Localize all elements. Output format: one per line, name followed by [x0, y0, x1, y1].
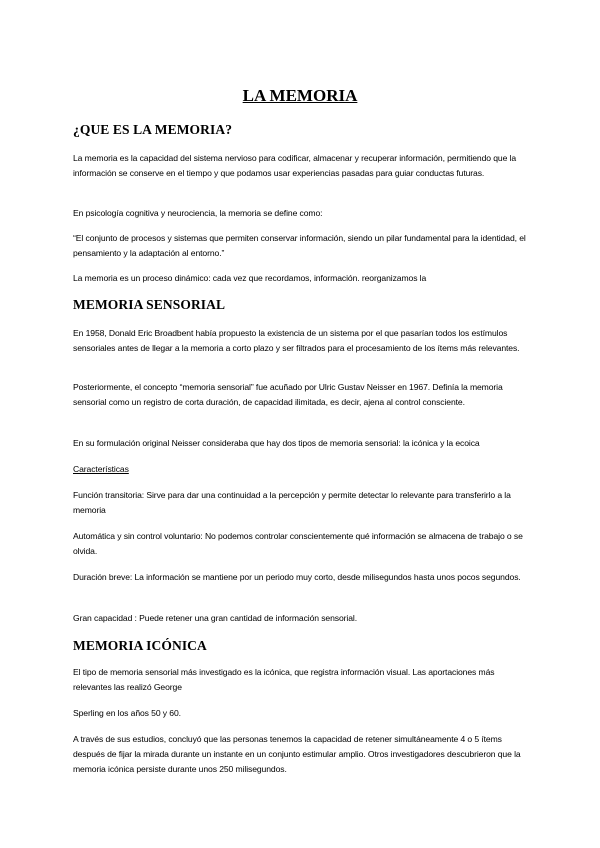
- section-heading-memoria-sensorial: MEMORIA SENSORIAL: [73, 297, 226, 312]
- feature-item: Función transitoria: Sirve para dar una continuidad a la percepción y permite detectar lo relevante para transferirlo a la memoria: [73, 490, 511, 515]
- paragraph: Posteriormente, el concepto “memoria sensorial” fue acuñado por Ulric Gustav Neisser en 1967. Definía la memoria sensorial como un registro de corta duración, de capacidad ilimitada, es decir, ajena al control consciente.: [73, 382, 503, 407]
- feature-item: Automática y sin control voluntario: No podemos controlar conscientemente qué información se almacena de trabajo o se olvida.: [73, 531, 523, 556]
- subheading-caracteristicas: Características: [73, 464, 129, 474]
- feature-item: Duración breve: La información se mantiene por un periodo muy corto, desde milisegundos hasta unos pocos segundos.: [73, 572, 521, 582]
- section-heading-memoria-iconica: MEMORIA ICÓNICA: [73, 638, 207, 653]
- document-title: LA MEMORIA: [242, 86, 358, 105]
- feature-item: Gran capacidad : Puede retener una gran cantidad de información sensorial.: [73, 613, 358, 623]
- paragraph: En psicología cognitiva y neurociencia, la memoria se define como:: [73, 208, 323, 218]
- paragraph: En 1958, Donald Eric Broadbent había propuesto la existencia de un sistema por el que pasarían todos los estímulos sensoriales antes de llegar a la memoria a corto plazo y ser filtrados para el procesamiento de los ítems más relevantes.: [73, 328, 520, 353]
- section-heading-que-es-la-memoria: ¿QUE ES LA MEMORIA?: [73, 122, 233, 137]
- paragraph: El tipo de memoria sensorial más investigado es la icónica, que registra información visual. Las aportaciones más relevantes las realizó George: [73, 667, 495, 692]
- paragraph: La memoria es la capacidad del sistema nervioso para codificar, almacenar y recuperar información, permitiendo que la información se conserve en el tiempo y que podamos usar experiencias pasadas para guiar conductas futuras.: [73, 153, 517, 178]
- paragraph: A través de sus estudios, concluyó que las personas tenemos la capacidad de retener simultáneamente 4 o 5 ítems después de fijar la mirada durante un instante en un conjunto estimular amplio. Otros investigadores descubrieron que la memoria icónica persiste durante unos 250 milisegundos.: [73, 734, 521, 774]
- quote-paragraph: “El conjunto de procesos y sistemas que permiten conservar información, siendo un pilar fundamental para la identidad, el pensamiento y la adaptación al entorno.”: [73, 233, 526, 258]
- paragraph: La memoria es un proceso dinámico: cada vez que recordamos, información. reorganizamos la: [73, 273, 427, 283]
- paragraph: En su formulación original Neisser consideraba que hay dos tipos de memoria sensorial: la icónica y la ecoica: [73, 438, 480, 448]
- paragraph: Sperling en los años 50 y 60.: [73, 708, 181, 718]
